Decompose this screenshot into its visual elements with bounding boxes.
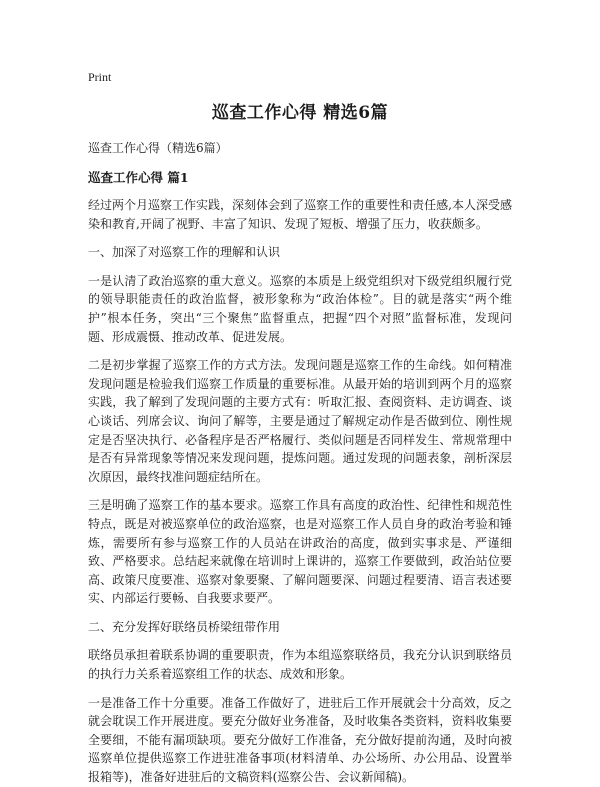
paragraph-heading-2: 二、充分发挥好联络员桥梁纽带作用: [88, 619, 281, 634]
print-link[interactable]: Print: [88, 70, 112, 84]
paragraph-liaison: 联络员承担着联系协调的重要职责，作为本组巡察联络员，我充分认识到联络员的执行力关系着巡察组工作的状态、成效和形象。: [88, 648, 512, 682]
document-subtitle: 巡查工作心得（精选6篇）: [88, 141, 228, 155]
section-heading: 巡查工作心得 篇1: [88, 170, 189, 185]
paragraph-intro: 经过两个月巡察工作实践，深刻体会到了巡察工作的重要性和责任感,本人深受感染和教育,开阔了视野、丰富了知识、发现了短板、增强了压力，收获颇多。: [88, 198, 512, 231]
paragraph-preparation: 一是准备工作十分重要。准备工作做好了，进驻后工作开展就会十分高效，反之就会耽误工作开展进度。要充分做好业务准备，及时收集各类资料，资料收集要全要细，不能有漏项缺项。要充分做好工作准备，充分做好提前沟通，及时向被巡察单位提供巡察工作进驻准备事项(材料清单、办公场所、办公用品、设置举报箱等)，准备好进驻后的文稿资料(巡察公告、会议新闻稿)。: [88, 695, 512, 785]
paragraph-point-1: 一是认清了政治巡察的重大意义。巡察的本质是上级党组织对下级党组织履行党的领导职能责任的政治监督，被形象称为“政治体检”。目的就是落实“两个维护”根本任务，突出“三个聚焦”监督重点，把握“四个对照”监督标准，发现问题、形成震慑、推动改革、促进发展。: [88, 273, 512, 344]
paragraph-point-3: 三是明确了巡察工作的基本要求。巡察工作具有高度的政治性、纪律性和规范性特点，既是对被巡察单位的政治巡察，也是对巡察工作人员自身的政治考验和锤炼，需要所有参与巡察工作的人员站在讲政治的高度，做到实事求是、严谨细致、严格要求。总结起来就像在培训时上课讲的，巡察工作要做到，政治站位要高、政策尺度要准、巡察对象要聚、了解问题要深、问题过程要清、语言表述要实、内部运行要畅、自我要求要严。: [88, 498, 512, 606]
page-title: 巡查工作心得 精选6篇: [211, 103, 389, 123]
paragraph-point-2: 二是初步掌握了巡察工作的方式方法。发现问题是巡察工作的生命线。如何精准发现问题是检验我们巡察工作质量的重要标准。从最开始的培训到两个月的巡察实践，我了解到了发现问题的主要方式有：听取汇报、查阅资料、走访调查、谈心谈话、列席会议、询问了解等，主要是通过了解规定动作是否做到位、刚性规定是否坚决执行、必备程序是否严格履行、类似问题是否同样发生、常规常理中是否有异常现象等情况来发现问题，提炼问题。通过发现的问题表象，剖析深层次原因，最终找准问题症结所在。: [88, 358, 512, 484]
paragraph-heading-1: 一、加深了对巡察工作的理解和认识: [88, 245, 281, 260]
